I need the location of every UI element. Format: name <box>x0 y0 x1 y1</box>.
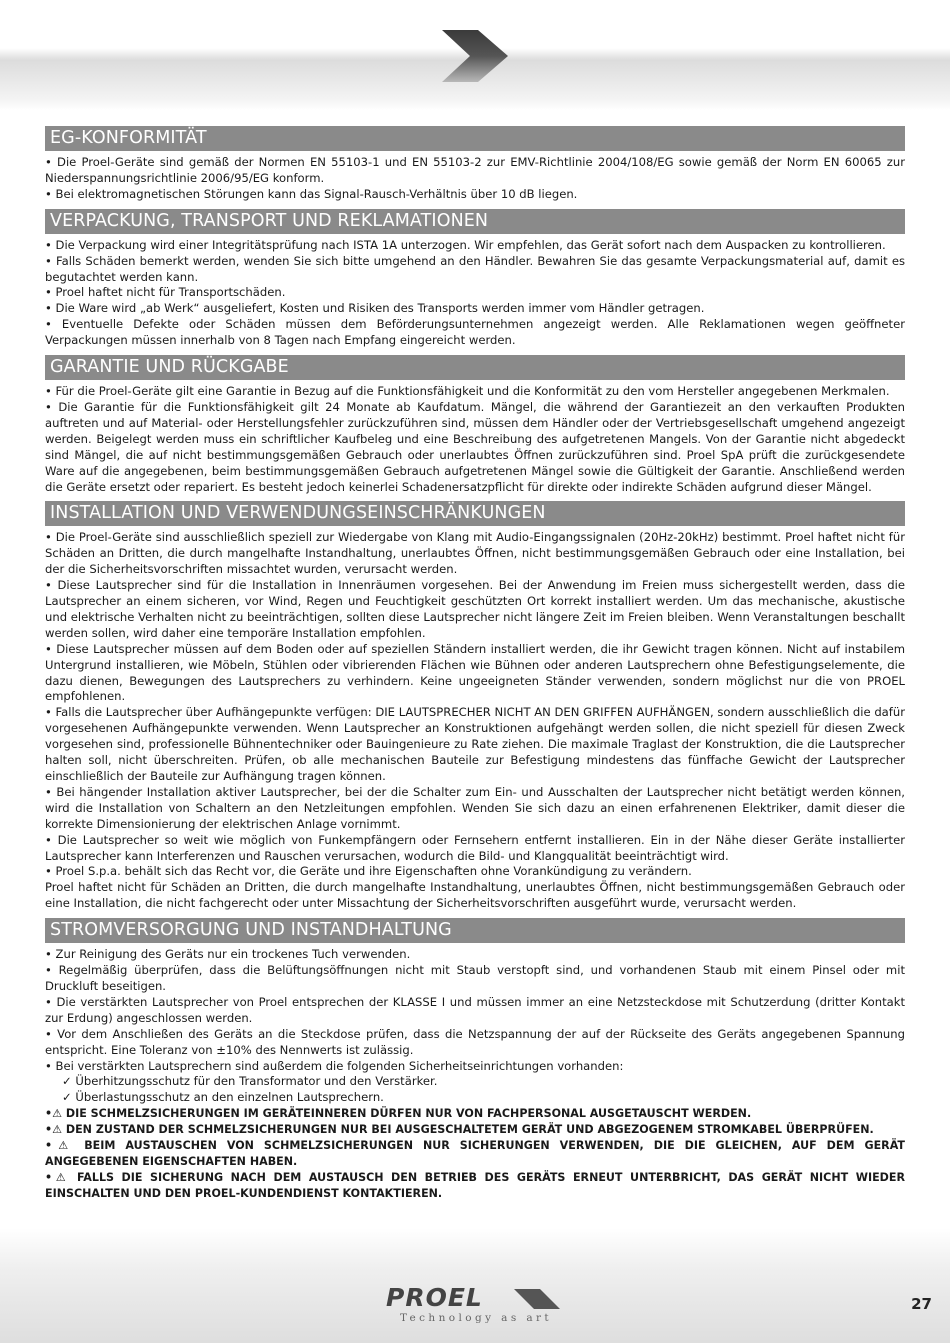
paragraph: Proel haftet nicht für Schäden an Dritten, die durch mangelhafte Instandhaltung, unerlaubtes Öffnen, nicht bestimmungsgemäßen Gebrauch oder eine Installation, die nicht fachgerecht oder unter Missachtung der Sicherheitsvorschriften ausgeführt wurde, verursacht werden. <box>45 880 905 911</box>
section-heading: INSTALLATION UND VERWENDUNGSEINSCHRÄNKUNGEN <box>45 501 905 526</box>
paragraph: • Die Ware wird „ab Werk“ ausgeliefert, Kosten und Risiken des Transports werden immer vom Händler getragen. <box>45 301 705 316</box>
warning-item: •⚠ DIE SCHMELZSICHERUNGEN IM GERÄTEINNEREN DÜRFEN NUR VON FACHPERSONAL AUSGETAUSCHT WERDEN. <box>45 1107 752 1121</box>
paragraph: • Proel haftet nicht für Transportschäden. <box>45 285 286 300</box>
logo-wordmark: PROEL <box>386 1283 483 1312</box>
chevron-arrow-icon <box>440 28 510 84</box>
paragraph: • Falls die Lautsprecher über Aufhängepunkte verfügen: DIE LAUTSPRECHER NICHT AN DEN GRIFFEN AUFHÄNGEN, sondern ausschließlich die dafür vorgesehenen Aufhängepunkte verwenden. Wenn Lautsprecher an Konstruktionen aufgehängt werden sollen, die nicht speziell für diesen Zweck vorgesehen sind, professionelle Bühnentechniker oder Bauingenieure zu Rate ziehen. Die maximale Traglast der Konstruktion, die die Lautsprecher halten soll, nicht überschreiten. Prüfen, ob alle mechanischen Bauteile zur Befestigung mindestens das fünffache Gewicht der Lautsprecher einschließlich der Bauteile zur Aufhängung tragen können. <box>45 705 905 783</box>
section-installation <box>45 501 905 912</box>
section-heading: EG-KONFORMITÄT <box>45 126 905 151</box>
page-number: 27 <box>911 1295 932 1313</box>
paragraph: • Die Proel-Geräte sind ausschließlich speziell zur Wiedergabe von Klang mit Audio-Eingangssignalen (20Hz-20kHz) bestimmt. Proel haftet nicht für Schäden an Dritten, die durch mangelhafte Instandhaltung, unerlaubtes Öffnen, nicht bestimmungsgemäßen Gebrauch oder eine Installation, bei der die Sicherheitsvorschriften missachtet wurden, verursacht werden. <box>45 530 905 577</box>
logo-tagline: Technology as art <box>399 1312 553 1324</box>
paragraph: • Bei elektromagnetischen Störungen kann das Signal-Rausch-Verhältnis über 10 dB liegen. <box>45 186 578 201</box>
section-heading: GARANTIE UND RÜCKGABE <box>45 355 905 380</box>
paragraph: • Diese Lautsprecher müssen auf dem Boden oder auf speziellen Ständern installiert werden, die ihr Gewicht tragen können. Nicht auf instabilem Untergrund installieren, wie Möbeln, Stühlen oder vibrierenden Flächen wie Bühnen oder anderen Lautsprechern ohne Befestigungselemente, die dazu dienen, Bewegungen des Lautsprechers zu verhindern. Keine ungeeigneten Ständer verwenden, sondern möglichst nur die von PROEL empfohlenen. <box>45 641 905 704</box>
section-heading: VERPACKUNG, TRANSPORT UND REKLAMATIONEN <box>45 209 905 234</box>
check-item: ✓ Überhitzungsschutz für den Transformator und den Verstärker. <box>62 1074 438 1089</box>
paragraph: • Eventuelle Defekte oder Schäden müssen dem Beförderungsunternehmen angezeigt werden. Alle Reklamationen wegen geöffneter Verpackungen müssen innerhalb von 8 Tagen nach Empfang eingereicht werden. <box>45 317 905 348</box>
paragraph: • Die Verpackung wird einer Integritätsprüfung nach ISTA 1A unterzogen. Wir empfehlen, das Gerät sofort nach dem Auspacken zu kontrollieren. <box>45 237 886 252</box>
paragraph: • Bei verstärkten Lautsprechern sind außerdem die folgenden Sicherheitseinrichtungen vorhanden: <box>45 1058 624 1073</box>
paragraph: • Vor dem Anschließen des Geräts an die Steckdose prüfen, dass die Netzspannung der auf der Rückseite des Geräts angegebenen Spannung entspricht. Eine Toleranz von ±10% des Nennwerts ist zulässig. <box>45 1026 905 1057</box>
logo-arrow-icon <box>514 1288 562 1310</box>
warning-item: •⚠ FALLS DIE SICHERUNG NACH DEM AUSTAUSCH DEN BETRIEB DES GERÄTS ERNEUT UNTERBRICHT, DAS GERÄT NICHT WIEDER EINSCHALTEN UND DEN PROEL-KUNDENDIENST KONTAKTIEREN. <box>45 1170 905 1200</box>
warning-item: •⚠ DEN ZUSTAND DER SCHMELZSICHERUNGEN NUR BEI AUSGESCHALTETEM GERÄT UND ABGEZOGENEM STROMKABEL ÜBERPRÜFEN. <box>45 1123 874 1137</box>
page-content <box>45 126 905 1208</box>
section-heading: STROMVERSORGUNG UND INSTANDHALTUNG <box>45 918 905 943</box>
paragraph: • Regelmäßig überprüfen, dass die Belüftungsöffnungen nicht mit Staub verstopft sind, und vorhandenen Staub mit einem Pinsel oder mit Druckluft beseitigen. <box>45 963 905 993</box>
paragraph: • Falls Schäden bemerkt werden, wenden Sie sich bitte umgehend an den Händler. Bewahren Sie das gesamte Verpackungsmaterial auf, damit es begutachtet werden kann. <box>45 253 905 284</box>
warning-item: •⚠ BEIM AUSTAUSCHEN VON SCHMELZSICHERUNGEN NUR SICHERUNGEN VERWENDEN, DIE DIE GLEICHEN, AUF DEM GERÄT ANGEGEBENEN EIGENSCHAFTEN HABEN. <box>45 1139 905 1168</box>
paragraph: • Für die Proel-Geräte gilt eine Garantie in Bezug auf die Funktionsfähigkeit und die Konformität zu den vom Hersteller angegebenen Merkmalen. <box>45 384 890 399</box>
paragraph: • Proel S.p.a. behält sich das Recht vor, die Geräte und ihre Eigenschaften ohne Vorankündigung zu verändern. <box>45 864 692 879</box>
paragraph: • Die verstärkten Lautsprecher von Proel entsprechen der KLASSE I und müssen immer an eine Netzsteckdose mit Schutzerdung (dritter Kontakt zur Erdung) angeschlossen werden. <box>45 994 905 1025</box>
paragraph: • Zur Reinigung des Geräts nur ein trockenes Tuch verwenden. <box>45 947 411 962</box>
paragraph: • Die Lautsprecher so weit wie möglich von Funkempfängern oder Fernsehern entfernt installieren. Ein in der Nähe dieser Geräte installierter Lautsprecher kann Interferenzen und Rauschen verursachen, wodurch die Bild- und Klangqualität beeinträchtigt wird. <box>45 832 905 863</box>
section-garantie <box>45 355 905 495</box>
section-verpackung <box>45 209 905 349</box>
paragraph: • Die Garantie für die Funktionsfähigkeit gilt 24 Monate ab Kaufdatum. Mängel, die während der Garantiezeit an den verkauften Produkten auftreten und auf Material- oder Herstellungsfehler zurückzuführen sind, müssen dem Händler oder der Vertriebsgesellschaft umgehend angezeigt werden. Beigelegt werden muss ein schriftlicher Kaufbeleg und eine Beschreibung des aufgetretenen Mangels. Von der Garantie nicht abgedeckt sind Mängel, die auf nicht bestimmungsgemäßen Gebrauch oder unerlaubtes Öffnen zurückzuführen sind. Proel SpA prüft die zurückgesendete Ware auf die angegebenen, beim bestimmungsgemäßen Gebrauch aufgetretenen Mängel sowie die Gültigkeit der Garantie. Anschließend werden die Geräte ersetzt oder repariert. Es besteht jedoch keinerlei Schadenersatzpflicht für direkte oder indirekte Schäden aufgrund dieser Mängel. <box>45 399 905 494</box>
section-eg-konformitaet <box>45 126 905 203</box>
paragraph: • Diese Lautsprecher sind für die Installation in Innenräumen vorgesehen. Bei der Anwendung im Freien muss sichergestellt werden, dass die Lautsprecher an einem sicheren, vor Wind, Regen und Feuchtigkeit geschützten Ort korrekt installiert werden. Um das mechanische, akustische und elektrische Verhalten nicht zu beeinträchtigen, sollten diese Lautsprecher nicht längere Zeit im Freien bleiben. Wenn Veranstaltungen beschallt werden sollen, wird daher eine temporäre Installation empfohlen. <box>45 578 905 640</box>
paragraph: • Bei hängender Installation aktiver Lautsprecher, bei der die Schalter zum Ein- und Ausschalten der Lautsprecher nicht betätigt werden können, wird die Installation von Schaltern an den Netzleitungen empfohlen. Wenden Sie sich dazu an einen erfahrenenen Elektriker, damit dieser die korrekte Dimensionierung der elektrischen Anlage vornimmt. <box>45 784 905 831</box>
paragraph: • Die Proel-Geräte sind gemäß der Normen EN 55103-1 und EN 55103-2 zur EMV-Richtlinie 2004/108/EG sowie gemäß der Norm EN 60065 zur Niederspannungsrichtlinie 2006/95/EG konform. <box>45 155 905 185</box>
proel-logo <box>386 1284 566 1330</box>
check-item: ✓ Überlastungsschutz an den einzelnen Lautsprechern. <box>62 1090 384 1105</box>
section-stromversorgung <box>45 918 905 1202</box>
